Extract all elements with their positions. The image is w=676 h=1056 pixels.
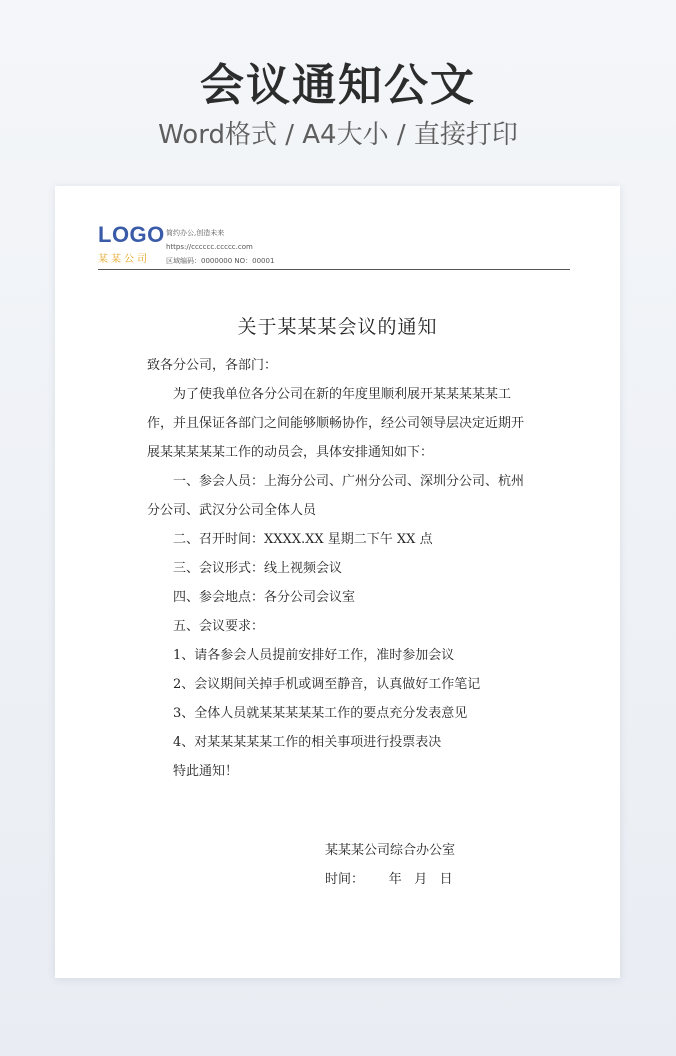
- signer-name: 某某某公司综合办公室: [325, 843, 456, 858]
- slogan-text: 简约办公,创造未来: [166, 229, 225, 237]
- salutation: 致各分公司，各部门：: [147, 358, 278, 373]
- closing-line: 特此通知！: [173, 764, 239, 779]
- document-body: [147, 351, 531, 786]
- requirement-1: 1、请各参会人员提前安排好工作，准时参加会议: [173, 648, 455, 663]
- item-requirements-heading: 五、会议要求：: [173, 619, 265, 634]
- requirement-2: 2、会议期间关掉手机或调至静音，认真做好工作笔记: [173, 677, 481, 692]
- item-time: 二、召开时间：XXXX.XX 星期二下午 XX 点: [173, 532, 433, 547]
- banner-title: 会议通知公文: [200, 60, 476, 111]
- banner-subtitle: Word格式 / A4大小 / 直接打印: [158, 120, 518, 150]
- intro-paragraph: 为了使我单位各分公司在新的年度里顺利展开某某某某某工作，并且保证各部门之间能够顺畅协作，经公司领导层决定近期开展某某某某某工作的动员会，具体安排通知如下：: [147, 387, 525, 460]
- company-logo: LOGO: [98, 222, 165, 247]
- requirement-3: 3、全体人员就某某某某某工作的要点充分发表意见: [173, 706, 468, 721]
- website-text: https://cccccc.ccccc.com: [166, 243, 253, 251]
- item-format: 三、会议形式：线上视频会议: [173, 561, 343, 576]
- requirement-4: 4、对某某某某某工作的相关事项进行投票表决: [173, 735, 442, 750]
- letterhead: [98, 222, 570, 270]
- document-title: 关于某某某会议的通知: [237, 316, 438, 338]
- codes-text: 区域编码：0000000 NO：00001: [166, 257, 275, 265]
- item-location: 四、参会地点：各分公司会议室: [173, 590, 356, 605]
- letterhead-divider: [98, 269, 570, 270]
- company-name: 某某公司: [98, 254, 150, 265]
- letterhead-info: [166, 226, 274, 268]
- date-line: 时间： 年 月 日: [325, 872, 453, 887]
- signature-block: [325, 836, 455, 894]
- item-attendees: 一、参会人员：上海分公司、广州分公司、深圳分公司、杭州分公司、武汉分公司全体人员: [147, 474, 525, 518]
- document-page: [55, 186, 620, 978]
